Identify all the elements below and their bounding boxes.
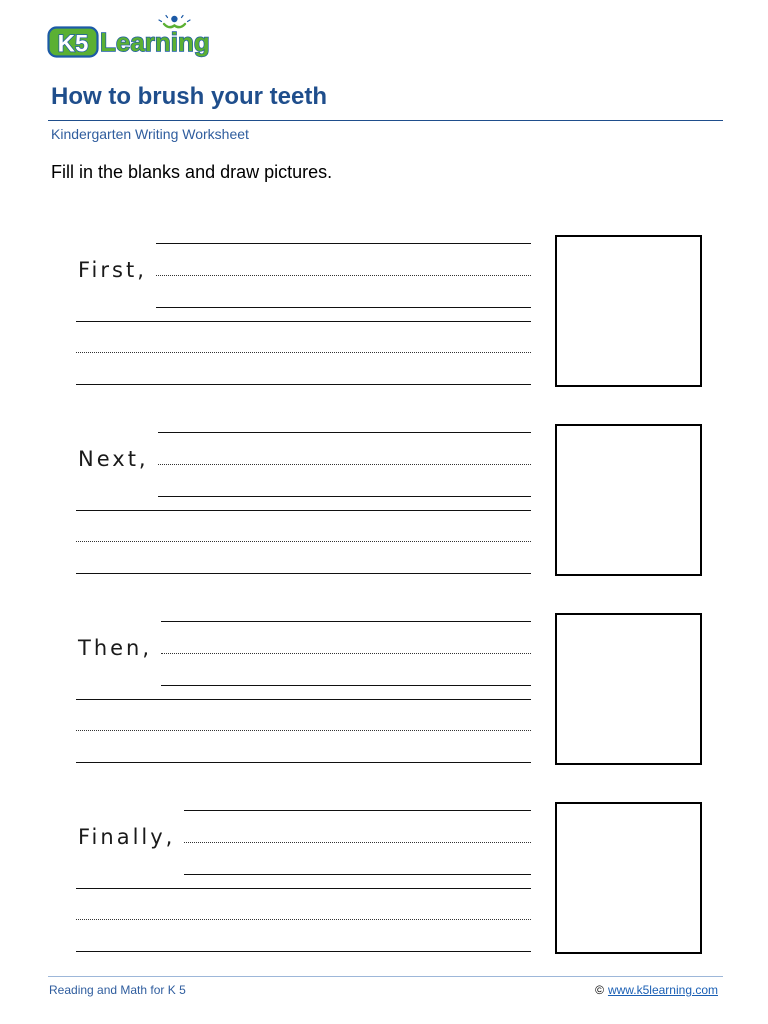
- k5-learning-logo: [47, 14, 211, 60]
- footer-credit: [595, 983, 718, 998]
- writing-line-dotted: [161, 653, 531, 654]
- step-label: Next,: [78, 447, 149, 471]
- writing-line-dotted: [156, 275, 531, 276]
- writing-line-dotted: [158, 464, 531, 465]
- writing-sections: [76, 235, 703, 991]
- write-area: [76, 424, 531, 576]
- step-label: Finally,: [78, 825, 176, 849]
- step-label: First,: [78, 258, 147, 282]
- writing-section: [76, 802, 703, 954]
- lead-row: [76, 424, 531, 504]
- writing-line-dotted: [76, 919, 531, 920]
- lead-row: [76, 235, 531, 315]
- writing-line-solid: [76, 510, 531, 511]
- writing-line-solid: [76, 699, 531, 700]
- writing-line-solid: [76, 321, 531, 322]
- drawing-box: [555, 613, 702, 765]
- drawing-box: [555, 235, 702, 387]
- lead-lines: [161, 613, 531, 693]
- writing-line-solid: [184, 810, 531, 811]
- writing-line-solid: [156, 243, 531, 244]
- writing-line-solid: [161, 621, 531, 622]
- lead-row: [76, 802, 531, 882]
- instructions: Fill in the blanks and draw pictures.: [51, 162, 333, 182]
- writing-line-dotted: [184, 842, 531, 843]
- title-divider: [48, 120, 723, 121]
- worksheet-subtitle: Kindergarten Writing Worksheet: [51, 126, 249, 142]
- lead-lines: [156, 235, 531, 315]
- writing-line-solid: [158, 432, 531, 433]
- lead-row: [76, 613, 531, 693]
- footer-divider: [48, 976, 723, 977]
- writing-section: [76, 613, 703, 765]
- website-link[interactable]: www.k5learning.com: [607, 983, 718, 997]
- writing-line-solid: [76, 573, 531, 574]
- logo-figure-icon: [159, 16, 190, 28]
- writing-line-solid: [76, 762, 531, 763]
- writing-line-solid: [76, 888, 531, 889]
- footer-tagline: Reading and Math for K 5: [49, 983, 186, 997]
- lead-lines: [184, 802, 531, 882]
- writing-section: [76, 235, 703, 387]
- page-title: How to brush your teeth: [51, 83, 327, 110]
- drawing-box: [555, 424, 702, 576]
- writing-line-solid: [76, 384, 531, 385]
- writing-line-solid: [161, 685, 531, 686]
- lead-lines: [158, 424, 531, 504]
- writing-line-dotted: [76, 541, 531, 542]
- writing-line-solid: [156, 307, 531, 308]
- writing-section: [76, 424, 703, 576]
- writing-line-dotted: [76, 730, 531, 731]
- write-area: [76, 235, 531, 387]
- writing-line-dotted: [76, 352, 531, 353]
- logo-mark: K5: [57, 30, 89, 58]
- writing-line-solid: [76, 951, 531, 952]
- write-area: [76, 802, 531, 954]
- write-area: [76, 613, 531, 765]
- writing-line-solid: [158, 496, 531, 497]
- logo-wordmark: Learning: [100, 27, 210, 57]
- step-label: Then,: [78, 636, 153, 660]
- copyright-symbol: ©: [595, 983, 604, 997]
- writing-line-solid: [184, 874, 531, 875]
- drawing-box: [555, 802, 702, 954]
